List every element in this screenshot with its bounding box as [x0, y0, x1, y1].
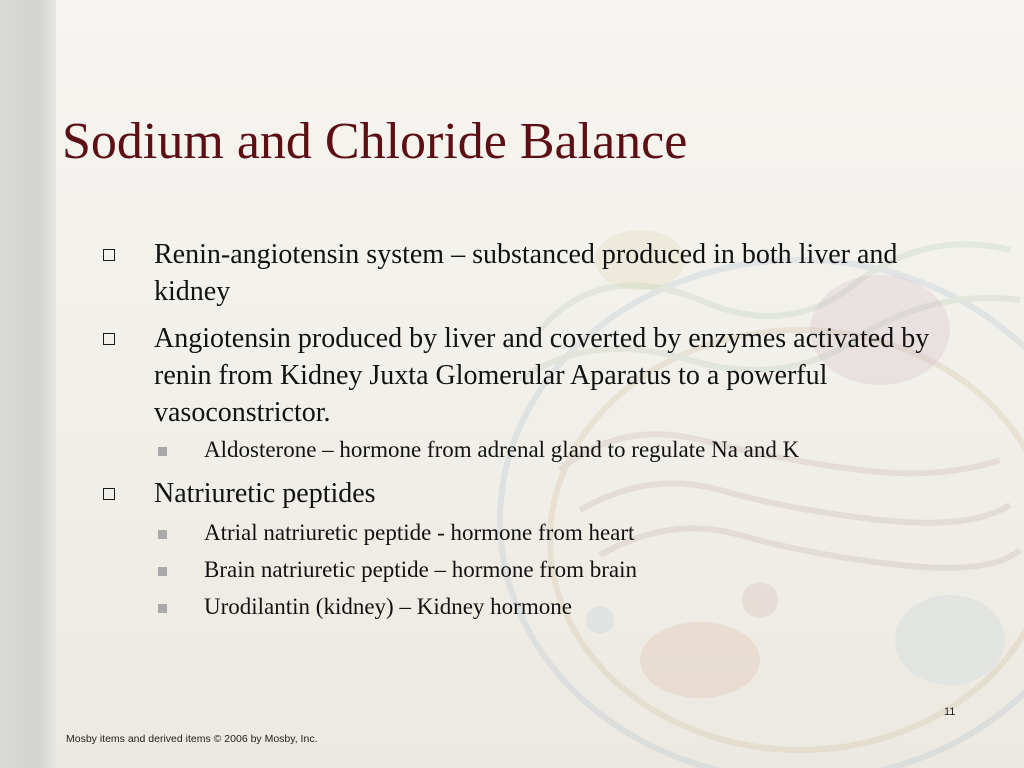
- hollow-square-bullet-icon: [103, 333, 115, 345]
- bullet-item: Renin-angiotensin system – substanced produced in both liver and kidney: [154, 239, 898, 307]
- slide-title: Sodium and Chloride Balance: [62, 113, 688, 170]
- sub-bullet-item: Urodilantin (kidney) – Kidney hormone: [204, 594, 572, 619]
- sub-bullet-item: Atrial natriuretic peptide - hormone from heart: [204, 520, 635, 545]
- slide-number: 11: [944, 706, 956, 718]
- bullet-item: Angiotensin produced by liver and coverted by enzymes activated by renin from Kidney Juxta Glomerular Aparatus to a powerful vasoconstrictor.: [154, 323, 930, 428]
- hollow-square-bullet-icon: [103, 249, 115, 261]
- bullet-item: Natriuretic peptides: [154, 478, 376, 509]
- sub-bullet-item: Aldosterone – hormone from adrenal gland to regulate Na and K: [204, 437, 800, 462]
- hollow-square-bullet-icon: [103, 488, 115, 500]
- square-sub-bullet-icon: [158, 530, 167, 539]
- copyright-footer: Mosby items and derived items © 2006 by Mosby, Inc.: [66, 733, 318, 745]
- square-sub-bullet-icon: [158, 604, 167, 613]
- sub-bullet-item: Brain natriuretic peptide – hormone from brain: [204, 557, 638, 582]
- square-sub-bullet-icon: [158, 447, 167, 456]
- square-sub-bullet-icon: [158, 567, 167, 576]
